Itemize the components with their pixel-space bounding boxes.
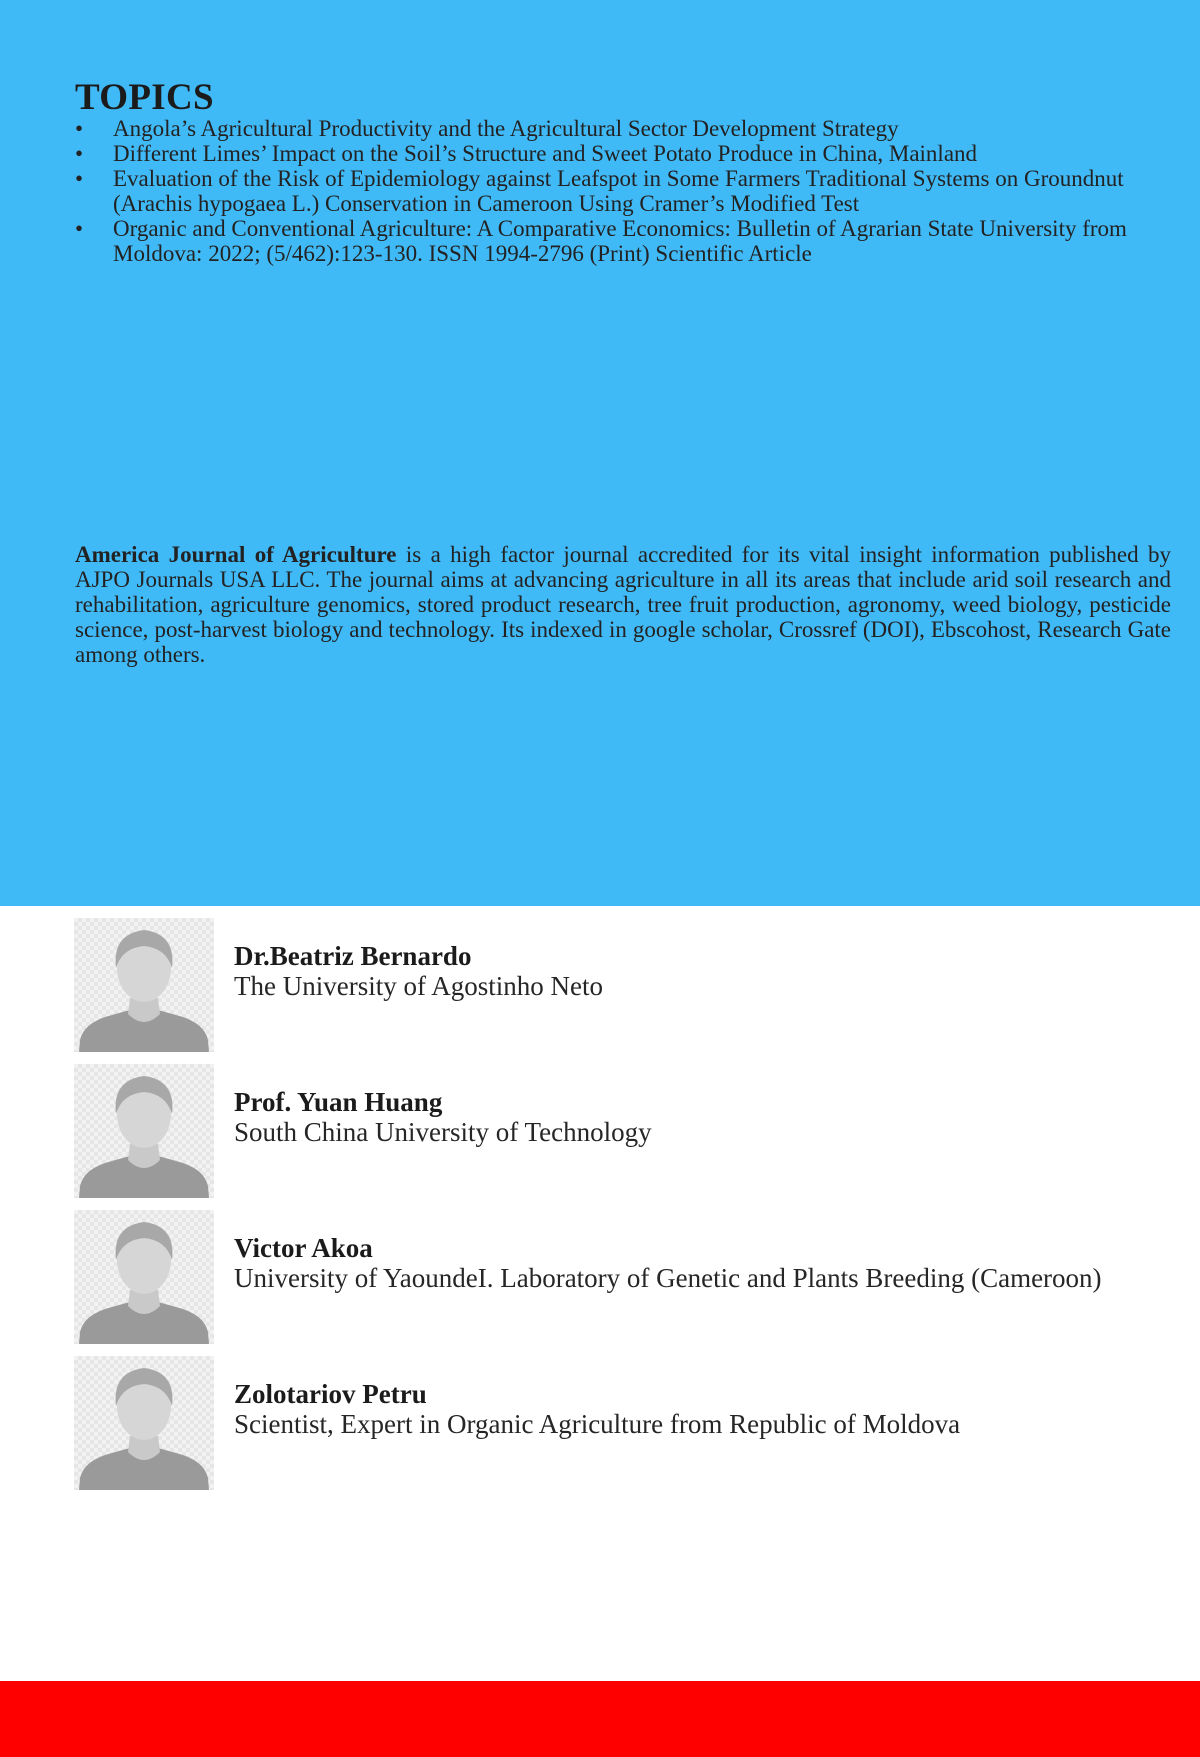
person-silhouette-icon xyxy=(74,918,214,1052)
avatar-graphic xyxy=(74,1210,214,1344)
editor-card xyxy=(74,1356,1154,1502)
editor-affiliation: Scientist, Expert in Organic Agriculture from Republic of Moldova xyxy=(234,1409,961,1439)
editor-affiliation: The University of Agostinho Neto xyxy=(234,971,603,1001)
topics-list xyxy=(75,116,1175,266)
topic-item: • Different Limes’ Impact on the Soil’s Structure and Sweet Potato Produce in China, Mainland xyxy=(75,141,1175,166)
editor-details xyxy=(234,942,1134,1001)
editor-card xyxy=(74,918,1154,1064)
journal-name: America Journal of Agriculture xyxy=(75,542,397,567)
editors-list xyxy=(74,918,1154,1502)
topics-heading: TOPICS xyxy=(75,77,214,118)
editor-affiliation: University of YaoundeI. Laboratory of Genetic and Plants Breeding (Cameroon) xyxy=(234,1263,1102,1293)
topic-item: • Angola’s Agricultural Productivity and the Agricultural Sector Development Strategy xyxy=(75,116,1175,141)
editor-name: Prof. Yuan Huang xyxy=(234,1087,443,1117)
editor-card xyxy=(74,1064,1154,1210)
editor-details xyxy=(234,1088,1134,1147)
avatar-graphic xyxy=(74,1064,214,1198)
editor-name: Victor Akoa xyxy=(234,1233,373,1263)
avatar-graphic xyxy=(74,1356,214,1490)
editor-details xyxy=(234,1234,1134,1293)
editor-card xyxy=(74,1210,1154,1356)
editor-affiliation: South China University of Technology xyxy=(234,1117,652,1147)
editor-name: Dr.Beatriz Bernardo xyxy=(234,941,472,971)
footer-bar xyxy=(0,1681,1200,1757)
topic-item: • Evaluation of the Risk of Epidemiology against Leafspot in Some Farmers Traditional Systems on Groundnut (Arachis hypogaea L.) Conservation in Cameroon Using Cramer’s Modified Test xyxy=(75,166,1175,216)
journal-description-text: is a high factor journal accredited for its vital insight information published by AJPO Journals USA LLC. The journal aims at advancing agriculture in all its areas that include arid soil research and rehabilitation, agriculture genomics, stored product research, tree fruit production, agronomy, weed biology, pesticide science, post-harvest biology and technology. Its indexed in google scholar, Crossref (DOI), Ebscohost, Research Gate among others. xyxy=(75,542,1171,667)
topic-item: • Organic and Conventional Agriculture: A Comparative Economics: Bulletin of Agrarian State University from Moldova: 2022; (5/462):123-130. ISSN 1994-2796 (Print) Scientific Article xyxy=(75,216,1175,266)
editor-details xyxy=(234,1380,1134,1439)
editor-name: Zolotariov Petru xyxy=(234,1379,427,1409)
person-silhouette-icon xyxy=(74,1064,214,1198)
person-silhouette-icon xyxy=(74,1210,214,1344)
avatar-graphic xyxy=(74,918,214,1052)
journal-description xyxy=(75,542,1171,667)
person-silhouette-icon xyxy=(74,1356,214,1490)
